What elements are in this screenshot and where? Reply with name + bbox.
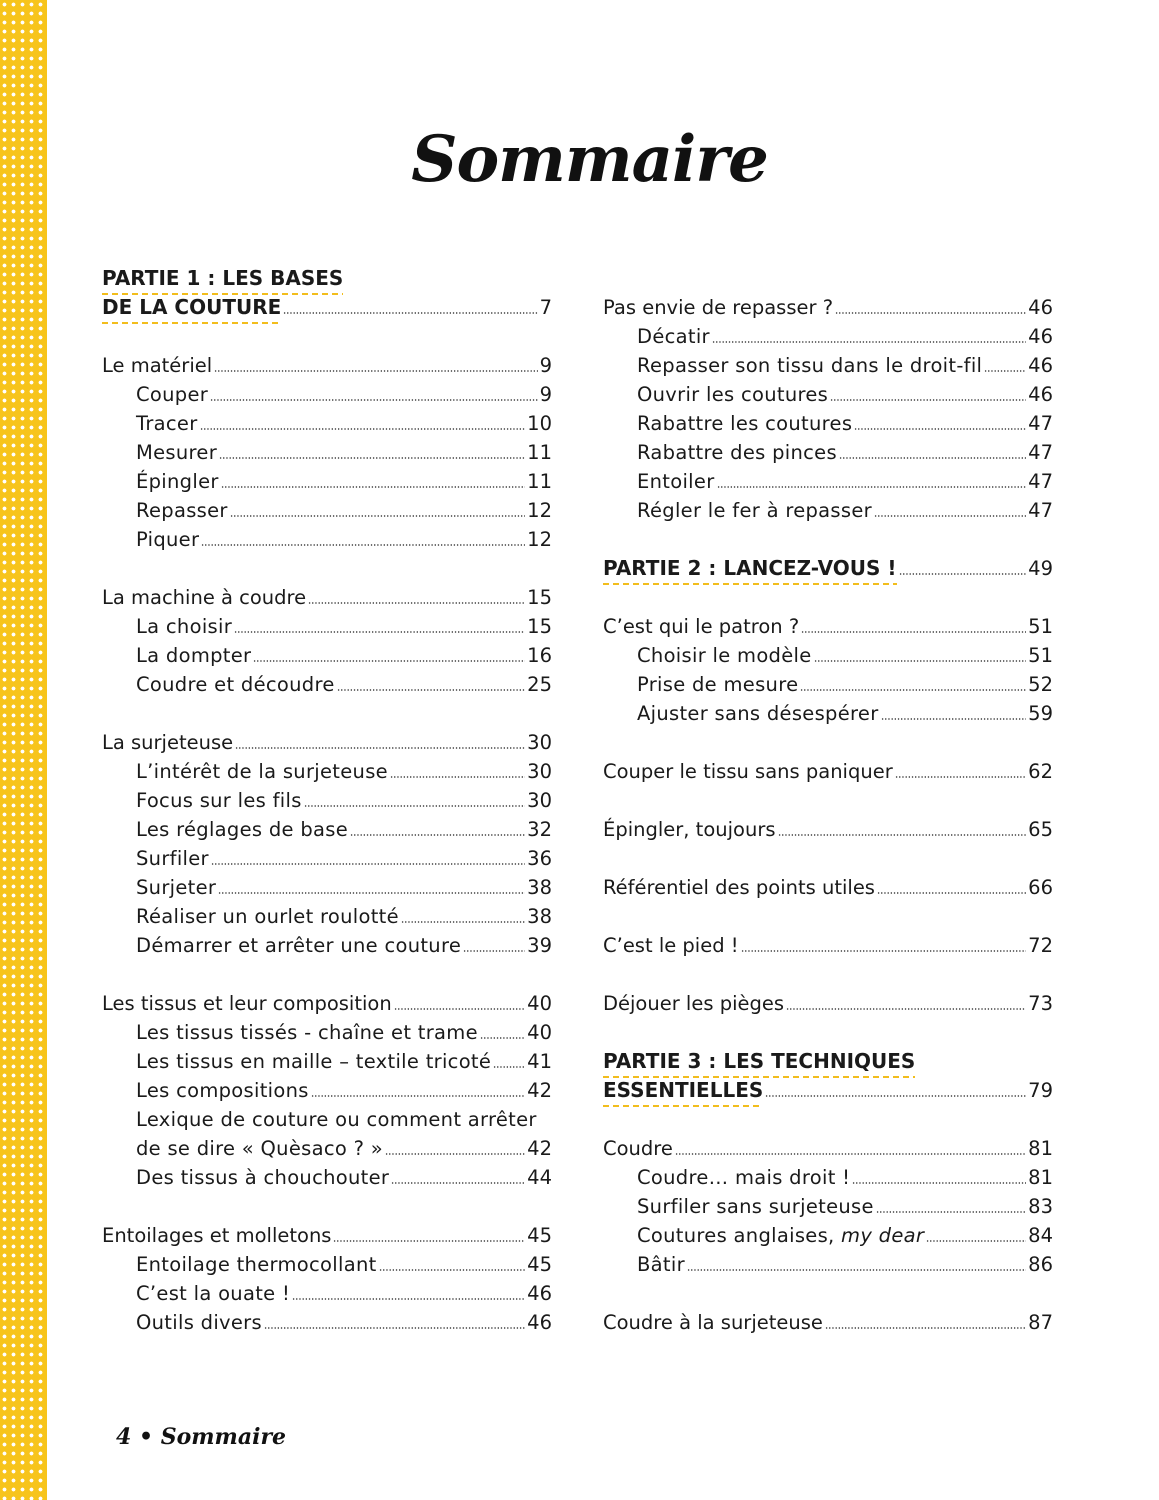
dot-leader [881,718,1027,720]
dot-leader [350,834,525,836]
page-number: 51 [1028,615,1053,638]
page-number: 46 [1028,354,1053,377]
toc-entry[interactable] [603,1221,1053,1250]
page-number: 59 [1028,702,1053,725]
toc-section[interactable] [603,815,1053,844]
toc-section[interactable] [603,612,1053,641]
dot-leader [801,631,1026,633]
entry-label: Les compositions [136,1079,309,1102]
section-title: Le matériel [102,354,213,377]
dot-leader [786,1008,1026,1010]
page-number: 66 [1028,876,1053,899]
dot-leader [675,1153,1026,1155]
page-number: 42 [527,1079,552,1102]
toc-entry[interactable] [603,380,1053,409]
dot-leader [926,1240,1026,1242]
entry-label: Surjeter [136,876,217,899]
page-number: 46 [1028,383,1053,406]
dot-leader [201,544,525,546]
section-title: Coudre [603,1137,673,1160]
dot-leader [830,399,1026,401]
entry-label: Couper [136,383,209,406]
dot-leader [234,631,525,633]
dot-leader [283,312,537,314]
toc-entry[interactable] [102,496,552,525]
toc-section[interactable] [603,873,1053,902]
page-number: 47 [1028,499,1053,522]
part-heading [102,264,552,293]
page-number: 72 [1028,934,1053,957]
dot-leader [778,834,1027,836]
toc-section[interactable] [102,1221,552,1250]
toc-entry[interactable] [102,438,552,467]
toc-entry[interactable] [603,699,1053,728]
entry-label: Décatir [637,325,710,348]
dot-leader [854,428,1026,430]
toc-entry[interactable] [102,1076,552,1105]
dot-leader [876,1211,1026,1213]
dot-leader [874,515,1026,517]
page-number: 10 [527,412,552,435]
toc-entry[interactable] [102,467,552,496]
toc-entry[interactable] [603,1163,1053,1192]
toc-section[interactable] [603,931,1053,960]
dot-leader [394,1008,525,1010]
page-number: 47 [1028,412,1053,435]
entry-label: Ouvrir les coutures [637,383,829,406]
section-title: Épingler, toujours [603,818,776,841]
toc-entry[interactable] [102,757,552,786]
page-number: 36 [527,847,552,870]
entry-label: Démarrer et arrêter une couture [136,934,462,957]
entry-label: Surfiler sans surjeteuse [637,1195,874,1218]
page-footer [116,1424,286,1450]
toc-entry[interactable] [102,380,552,409]
page-number: 30 [527,731,552,754]
page-number: 9 [539,354,552,377]
section-title: Déjouer les pièges [603,992,785,1015]
entry-label: La choisir [136,615,233,638]
toc-entry[interactable] [102,525,552,554]
section-title: C’est le pied ! [603,934,739,957]
dot-leader [214,370,537,372]
dot-leader [391,1182,525,1184]
toc-entry[interactable] [102,670,552,699]
toc-entry[interactable] [603,438,1053,467]
page-number: 62 [1028,760,1053,783]
page-number: 15 [527,615,552,638]
page-number: 83 [1028,1195,1053,1218]
page-number: 49 [1028,557,1053,580]
page-number: 15 [527,586,552,609]
dot-leader [895,776,1026,778]
page-number: 11 [527,441,552,464]
dot-leader [687,1269,1026,1271]
toc-entry[interactable] [102,815,552,844]
page-number: 41 [527,1050,552,1073]
toc-entry[interactable] [603,670,1053,699]
page-number: 84 [1028,1224,1053,1247]
toc-entry[interactable] [102,1308,552,1337]
dot-leader [379,1269,526,1271]
entry-label: Piquer [136,528,200,551]
part-heading-line: PARTIE 3 : LES TECHNIQUES [603,1047,915,1076]
section-title: Référentiel des points utiles [603,876,875,899]
toc-entry[interactable] [102,409,552,438]
toc-entry[interactable] [603,1250,1053,1279]
toc-entry[interactable] [102,1163,552,1192]
dot-leader [219,457,525,459]
dot-leader [333,1240,525,1242]
toc-section[interactable] [603,1308,1053,1337]
page-number: 40 [527,992,552,1015]
toc-entry[interactable] [102,931,552,960]
toc-entry[interactable] [603,1192,1053,1221]
page-number: 79 [1028,1079,1053,1102]
part-heading-line: PARTIE 1 : LES BASES [102,264,343,293]
toc-entry[interactable] [102,1279,552,1308]
page-number: 86 [1028,1253,1053,1276]
dot-leader [304,805,526,807]
toc-entry[interactable] [603,641,1053,670]
toc-entry[interactable] [603,1076,1053,1105]
entry-label: Entoiler [637,470,715,493]
entry-label: Surfiler [136,847,209,870]
dot-leader [235,747,525,749]
part-heading-line: ESSENTIELLES [603,1076,763,1105]
toc-entry[interactable] [102,844,552,873]
page-number: 7 [539,296,552,319]
dot-leader [480,1037,525,1039]
toc-left-column [102,264,552,1337]
dot-leader [308,602,525,604]
part-heading-line: DE LA COUTURE [102,293,281,322]
entry-label [637,1221,924,1250]
page-number: 46 [1028,296,1053,319]
entry-label: Focus sur les fils [136,789,302,812]
toc-entry[interactable] [603,322,1053,351]
toc-entry[interactable] [102,641,552,670]
entry-label: Entoilage thermocollant [136,1253,377,1276]
page-number: 46 [527,1311,552,1334]
page-number: 46 [1028,325,1053,348]
page-number: 39 [527,934,552,957]
page-number: 44 [527,1166,552,1189]
part-heading-line: PARTIE 2 : LANCEZ-VOUS ! [603,554,897,583]
dot-leader [385,1153,525,1155]
decorative-dotted-strip [0,0,47,1500]
dot-leader [493,1066,525,1068]
page-number: 47 [1028,470,1053,493]
entry-label: Des tissus à chouchouter [136,1166,390,1189]
toc-entry[interactable] [102,1250,552,1279]
page-number: 87 [1028,1311,1053,1334]
entry-label: Prise de mesure [637,673,799,696]
toc-right-column [603,264,1053,1337]
dot-leader [264,1327,525,1329]
toc-entry[interactable] [102,612,552,641]
entry-label: Ajuster sans désespérer [637,702,879,725]
dot-leader [311,1095,525,1097]
page-number: 45 [527,1253,552,1276]
toc-section[interactable] [603,757,1053,786]
toc-entry[interactable] [102,1018,552,1047]
dot-leader [899,573,1027,575]
toc-entry[interactable] [102,293,552,322]
dot-leader [839,457,1026,459]
entry-label: Rabattre les coutures [637,412,853,435]
entry-label: Les tissus en maille – textile tricoté [136,1050,492,1073]
dot-leader [463,950,525,952]
toc-entry-first-line[interactable]: Lexique de couture ou comment arrêter [136,1108,537,1131]
toc-entry[interactable] [102,873,552,902]
page-number: 40 [527,1021,552,1044]
dot-leader [401,921,525,923]
toc-entry[interactable] [102,1134,552,1163]
entry-label: Rabattre des pinces [637,441,837,464]
entry-label: Réaliser un ourlet roulotté [136,905,399,928]
toc-section[interactable] [102,728,552,757]
entry-label: Les réglages de base [136,818,348,841]
page-number: 16 [527,644,552,667]
page-number: 12 [527,499,552,522]
section-title: C’est qui le patron ? [603,615,800,638]
page-number: 32 [527,818,552,841]
footer-label: Sommaire [160,1424,287,1450]
dot-leader [877,892,1026,894]
entry-label-italic: my dear [841,1224,925,1247]
entry-label: Repasser son tissu dans le droit-fil [637,354,983,377]
page-number: 81 [1028,1137,1053,1160]
page-title: Sommaire [411,122,768,197]
entry-label: L’intérêt de la surjeteuse [136,760,388,783]
entry-label: Mesurer [136,441,218,464]
dot-leader [230,515,525,517]
footer-separator: • [138,1424,154,1450]
dot-leader [210,399,537,401]
entry-label: La dompter [136,644,252,667]
toc-section[interactable] [102,583,552,612]
dot-leader [253,660,525,662]
toc-section[interactable] [603,989,1053,1018]
entry-label: de se dire « Quèsaco ? » [136,1137,383,1160]
entry-label-regular: Coutures anglaises, [637,1224,842,1247]
dot-leader [741,950,1027,952]
entry-label: Bâtir [637,1253,685,1276]
toc-section[interactable] [603,1134,1053,1163]
section-title: Les tissus et leur composition [102,992,392,1015]
entry-label: Choisir le modèle [637,644,812,667]
entry-label: Régler le fer à repasser [637,499,872,522]
page-number: 51 [1028,644,1053,667]
dot-leader [712,341,1026,343]
dot-leader [765,1095,1026,1097]
dot-leader [852,1182,1026,1184]
entry-label: Repasser [136,499,228,522]
dot-leader [835,312,1026,314]
dot-leader [211,863,525,865]
toc-entry[interactable] [603,496,1053,525]
page-number: 65 [1028,818,1053,841]
toc-entry[interactable] [603,351,1053,380]
section-title: Couper le tissu sans paniquer [603,760,893,783]
dot-leader [825,1327,1026,1329]
page-number: 38 [527,876,552,899]
dot-leader [292,1298,525,1300]
toc-entry[interactable] [102,1047,552,1076]
page-number: 42 [527,1137,552,1160]
entry-label: Coudre… mais droit ! [637,1166,851,1189]
toc-entry[interactable] [603,409,1053,438]
dot-leader [337,689,526,691]
page-number: 81 [1028,1166,1053,1189]
section-title: Coudre à la surjeteuse [603,1311,823,1334]
dot-leader [218,892,525,894]
toc-entry[interactable] [102,786,552,815]
page-number: 9 [539,383,552,406]
toc-entry[interactable] [603,467,1053,496]
page-number: 46 [527,1282,552,1305]
entry-label: Outils divers [136,1311,262,1334]
toc-entry[interactable] [102,902,552,931]
page-number: 11 [527,470,552,493]
toc-entry[interactable] [603,554,1053,583]
dot-leader [717,486,1027,488]
section-title: Entoilages et molletons [102,1224,332,1247]
dot-leader [984,370,1026,372]
dot-leader [814,660,1027,662]
page-number: 12 [527,528,552,551]
page-number: 30 [527,789,552,812]
entry-label: Les tissus tissés - chaîne et trame [136,1021,478,1044]
footer-page-number: 4 [116,1424,132,1450]
entry-label: C’est la ouate ! [136,1282,291,1305]
section-title: La machine à coudre [102,586,307,609]
section-title: La surjeteuse [102,731,234,754]
part-heading [603,1047,1053,1076]
page-number: 45 [527,1224,552,1247]
dot-leader [390,776,525,778]
entry-label: Coudre et découdre [136,673,335,696]
page-number: 47 [1028,441,1053,464]
page-number: 30 [527,760,552,783]
dot-leader [200,428,526,430]
page-number: 25 [527,673,552,696]
page-number: 73 [1028,992,1053,1015]
section-title: Pas envie de repasser ? [603,296,834,319]
toc-section[interactable] [603,293,1053,322]
entry-label: Tracer [136,412,198,435]
entry-label: Épingler [136,470,219,493]
toc-section[interactable] [102,351,552,380]
dot-leader [800,689,1026,691]
page-number: 38 [527,905,552,928]
dot-leader [221,486,525,488]
page-number: 52 [1028,673,1053,696]
toc-section[interactable] [102,989,552,1018]
